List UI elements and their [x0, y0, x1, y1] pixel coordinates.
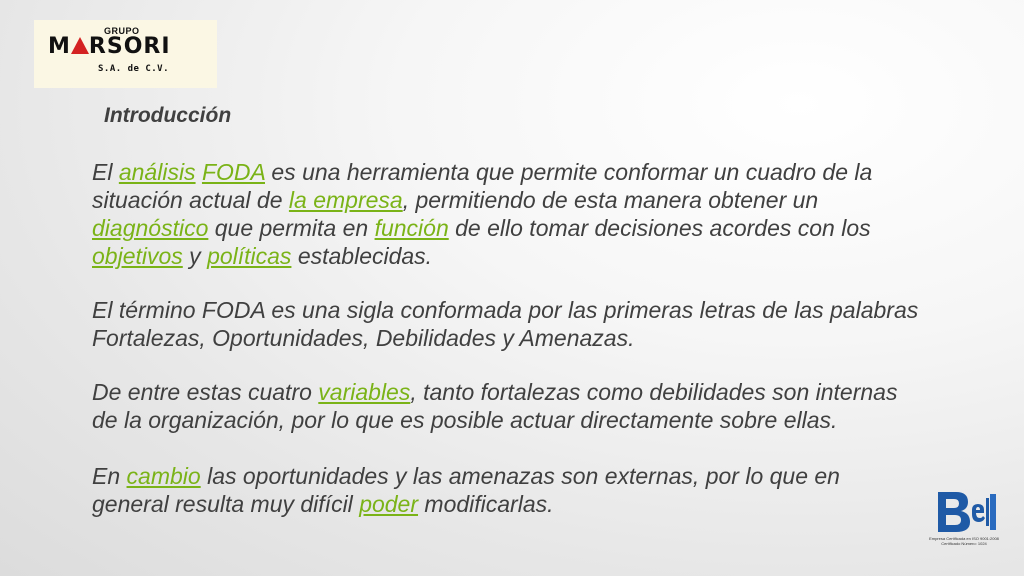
cert-line-2: Certificado Número: 1024 — [941, 541, 987, 546]
page-title: Introducción — [104, 104, 232, 127]
p1-text-4: , permitiendo de esta manera obtener un — [402, 187, 819, 213]
company-logo — [34, 20, 217, 88]
p1-text-3: es una herramienta que permite conformar un cuadro de la situación actual de — [92, 159, 873, 213]
link-diagnostico[interactable]: diagnóstico — [92, 215, 209, 241]
logo-brand-post: RSORI — [88, 34, 171, 59]
p3-text-1: De entre estas cuatro — [92, 379, 319, 405]
paragraph-internal-variables — [92, 378, 922, 434]
logo-brand-pre: M — [48, 34, 71, 59]
link-funcion[interactable]: función — [374, 215, 449, 241]
link-foda[interactable]: FODA — [201, 159, 265, 185]
best-certification-logo — [928, 488, 1000, 554]
logo-sa-text: S.A. de C.V. — [98, 64, 170, 74]
p1-text-8: establecidas. — [291, 243, 433, 269]
logo-grupo-text: GRUPO — [104, 26, 140, 36]
paragraph-foda-definition: El término FODA es una sigla conformada por las primeras letras de las palabras Fortalezas, Oportunidades, Debilidades y Amenazas. — [92, 297, 919, 351]
p1-text-1: El — [92, 159, 119, 185]
p4-text-1: En — [92, 463, 127, 489]
paragraph-external-variables — [92, 462, 922, 518]
p4-text-2: las oportunidades y las amenazas son externas, por lo que en general resulta muy difícil — [92, 463, 840, 517]
certification-text — [928, 536, 1000, 546]
p4-text-3: modificarlas. — [418, 491, 554, 517]
link-poder[interactable]: poder — [359, 491, 419, 517]
link-analisis[interactable]: análisis — [118, 159, 196, 185]
link-objetivos[interactable]: objetivos — [92, 243, 183, 269]
link-variables[interactable]: variables — [318, 379, 411, 405]
link-cambio[interactable]: cambio — [126, 463, 201, 489]
link-la-empresa[interactable]: la empresa — [288, 187, 403, 213]
p3-text-2: , tanto fortalezas como debilidades son internas de la organización, por lo que es posible actuar directamente sobre ellas. — [92, 379, 898, 433]
p1-text-6: de ello tomar decisiones acordes con los — [448, 215, 871, 241]
p1-text-5: que permita en — [208, 215, 375, 241]
paragraph-intro — [92, 158, 922, 270]
logo-triangle-icon — [71, 37, 89, 54]
cert-line-1: Empresa Certificada en ISO 9001:2008 — [929, 536, 999, 541]
p1-text-7: y — [182, 243, 208, 269]
logo-brand-text — [48, 34, 171, 59]
link-politicas[interactable]: políticas — [207, 243, 292, 269]
best-logo-icon — [928, 488, 1000, 536]
